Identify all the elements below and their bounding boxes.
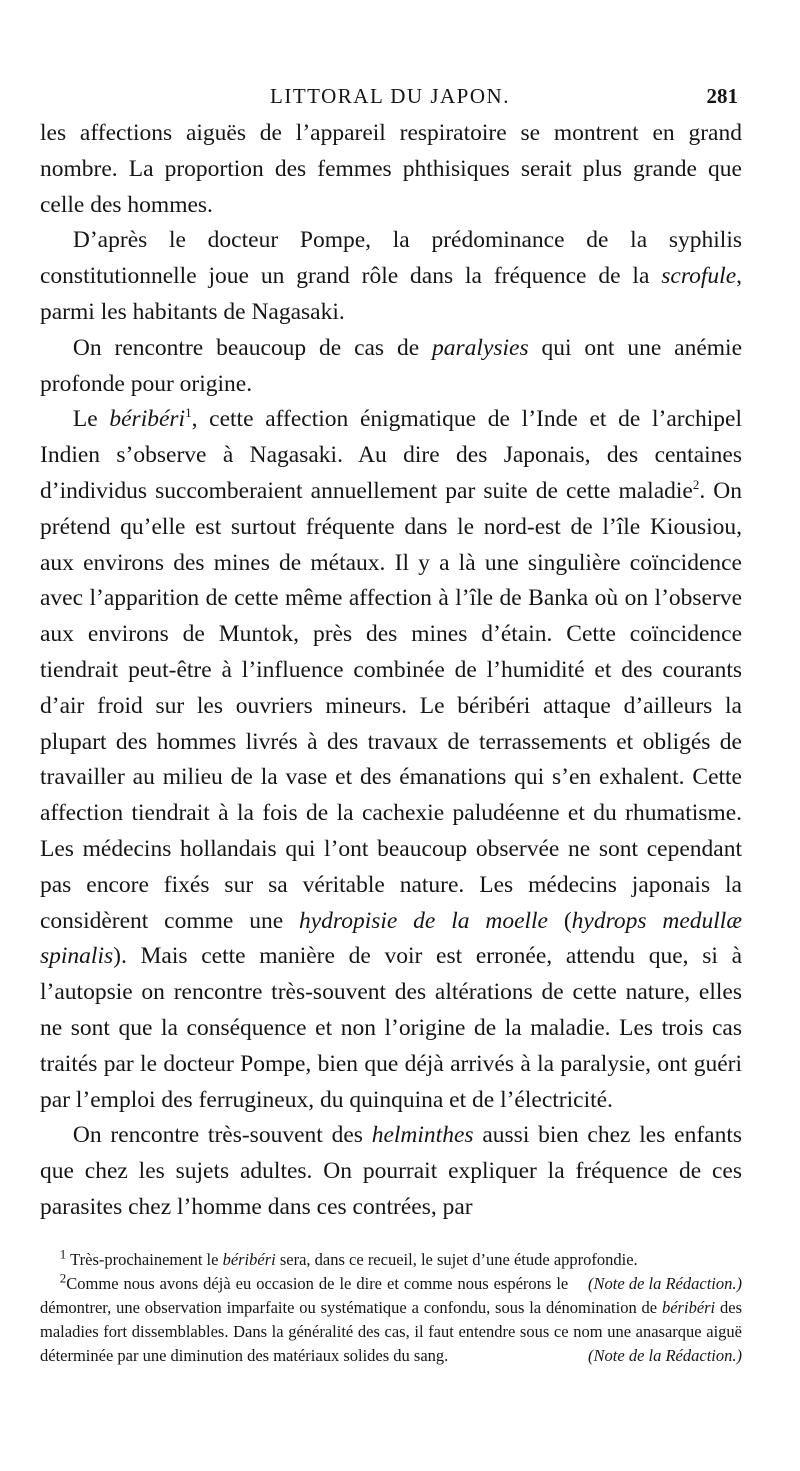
footnote-ref-1: 1 xyxy=(185,405,192,421)
footnote-text: des maladies fort dissemblables. Dans la généralité des cas, il faut entendre sous ce nom une anasarque aiguë déterminée par une diminution des matériaux solides du sang. xyxy=(40,1298,742,1365)
footnote-mark-2: 2 xyxy=(59,1270,67,1286)
paragraph-text: . On prétend qu’elle est surtout fréquente dans le nord-est de l’île Kiousiou, aux environs des mines de métaux. Il y a là une singulière coïncidence avec l’apparition de cette même affection à l’île de Banka où on l’observe aux environs de Muntok, près des mines d’étain. Cette coïncidence tiendrait peut-être à l’influence combinée de l’humidité et des courants d’air froid sur les ouvriers mineurs. Le béribéri attaque d’ailleurs la plupart des hommes livrés à des travaux de terrassements et obligés de travailler au milieu de la vase et des émanations qui s’en exhalent. Cette affection tiendrait à la fois de la cachexie paludéenne et du rhumatisme. Les médecins hollandais qui l’ont beaucoup observée ne sont cependant pas encore fixés sur sa véritable nature. Les médecins japonais la considèrent comme une xyxy=(40,477,742,934)
paragraph-text: On rencontre très-souvent des xyxy=(72,1122,372,1149)
footnote-credit: (Note de la Rédaction.) xyxy=(588,1274,742,1293)
paragraph-text: , parmi les habitants de Nagasaki. xyxy=(40,263,742,325)
paragraph-text: aussi bien chez les enfants que chez les sujets adultes. On pourrait expliquer la fréquence de ces parasites chez l’homme dans ces contrées, par xyxy=(40,1122,742,1220)
emphasis-scrofule: scrofule xyxy=(661,263,737,290)
footnote-mark-1: 1 xyxy=(59,1246,67,1262)
paragraph-text: D’après le docteur Pompe, la prédominance de la syphilis constitutionnelle joue un grand rôle dans la fréquence de la xyxy=(40,227,742,290)
emphasis-beriberi: béribéri xyxy=(661,1298,716,1317)
page-number: 281 xyxy=(706,84,738,108)
paragraph-text: Le xyxy=(72,406,110,433)
paragraph-text: ( xyxy=(547,907,572,934)
paragraph-text: On rencontre beaucoup de cas de xyxy=(72,334,433,361)
emphasis-helminthes: helminthes xyxy=(371,1122,474,1149)
emphasis-beriberi: béribéri xyxy=(222,1250,276,1269)
emphasis-beriberi: béribéri xyxy=(109,406,186,433)
emphasis-hydrops: hydrops medullæ spinalis xyxy=(40,907,743,970)
paragraph-text: ). Mais cette manière de voir est erronée, attendu que, si à l’autopsie on rencontre très-souvent des altérations de cette nature, elles ne sont que la conséquence et non l’origine de la maladie. Les trois cas traités par le docteur Pompe, bien que déjà arrivés à la paralysie, ont guéri par l’emploi des ferrugineux, du quinquina et de l’électricité. xyxy=(40,943,742,1113)
paragraph-text: les affections aiguës de l’appareil respiratoire se montrent en grand nombre. La proportion des femmes phthisiques serait plus grande que celle des hommes. xyxy=(40,120,742,218)
footnote-text: Très-prochainement le xyxy=(66,1250,223,1269)
paragraph-helminthes xyxy=(40,1118,742,1225)
footnote-1 xyxy=(40,1246,742,1293)
footnote-text: sera, dans ce recueil, le sujet d’une étude approfondie. xyxy=(275,1250,638,1269)
footnote-credit: (Note de la Rédaction.) xyxy=(588,1346,742,1365)
footnote-ref-2: 2 xyxy=(692,477,700,493)
paragraph-text: qui ont une anémie profonde pour origine. xyxy=(40,334,742,397)
page-header xyxy=(40,84,740,114)
body-text xyxy=(40,116,742,1226)
paragraph-paralysies xyxy=(40,331,742,403)
footnote-text: Comme nous avons déjà eu occasion de le dire et comme nous espérons le démontrer, une observation imparfaite ou systématique a confondu, sous la dénomination de xyxy=(40,1274,662,1317)
paragraph-syphilis xyxy=(40,223,742,330)
emphasis-paralysies: paralysies xyxy=(432,334,529,361)
emphasis-hydropisie: hydropisie de la moelle xyxy=(298,907,548,934)
running-head: LITTORAL DU JAPON. xyxy=(270,84,510,108)
paragraph-beriberi xyxy=(40,402,742,1118)
paragraph-respiratory xyxy=(40,116,742,223)
paragraph-text: , cette affection énigmatique de l’Inde et de l’archipel Indien s’observe à Nagasaki. Au dire des Japonais, des centaines d’individus succomberaient annuellement par suite de cette maladie xyxy=(40,406,742,504)
footnotes xyxy=(40,1248,742,1368)
